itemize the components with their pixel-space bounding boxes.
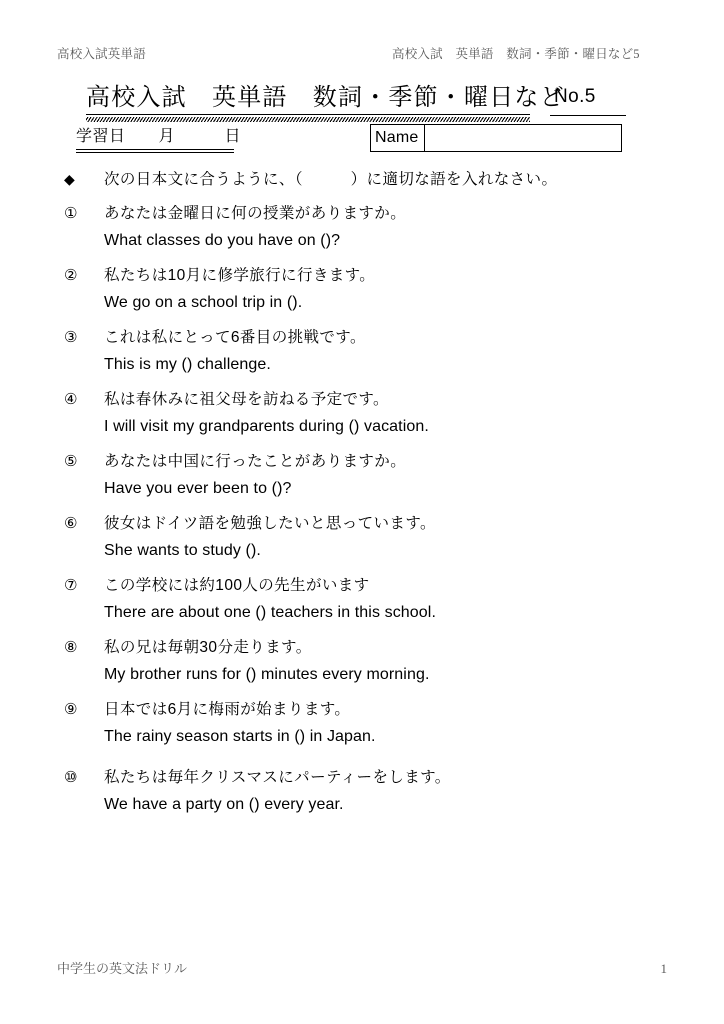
study-date-block xyxy=(76,127,242,153)
page-title: 高校入試 英単語 数詞・季節・曜日など xyxy=(86,84,565,111)
english-after-blank: )? xyxy=(277,480,292,497)
study-date-underline xyxy=(76,149,234,153)
question-number: ① xyxy=(64,205,78,222)
question-number: ⑤ xyxy=(64,453,78,470)
question-japanese-line xyxy=(64,264,684,288)
question-item xyxy=(64,388,684,439)
footer-page-number: 1 xyxy=(660,961,667,976)
question-japanese: 私は春休みに祖父母を訪ねる予定です。 xyxy=(104,391,389,408)
study-date-label: 学習日 月 日 xyxy=(76,128,242,145)
english-after-blank: ) minutes every morning. xyxy=(251,666,430,683)
question-item xyxy=(64,326,684,377)
english-before-blank: I will visit my grandparents during ( xyxy=(104,418,355,435)
english-after-blank: ). xyxy=(250,542,261,559)
running-head-right: 高校入試 英単語 数詞・季節・曜日など5 xyxy=(392,47,640,61)
title-underline-rule xyxy=(86,114,530,121)
question-english-line xyxy=(64,539,684,563)
worksheet-title-block xyxy=(86,84,638,118)
english-after-blank: ) teachers in this school. xyxy=(260,604,436,621)
instruction-line xyxy=(64,167,664,189)
english-after-blank: )? xyxy=(325,232,341,249)
english-before-blank: This is my ( xyxy=(104,356,187,373)
english-after-blank: ) in Japan. xyxy=(299,728,376,745)
question-japanese-line xyxy=(64,766,684,790)
question-number: ③ xyxy=(64,329,78,346)
question-number: ② xyxy=(64,267,78,284)
question-english-line xyxy=(64,477,684,501)
question-english-line xyxy=(64,415,684,439)
question-english-line xyxy=(64,291,684,315)
question-japanese: 彼女はドイツ語を勉強したいと思っています。 xyxy=(104,515,436,532)
question-japanese-line xyxy=(64,388,684,412)
english-before-blank: What classes do you have on ( xyxy=(104,232,326,249)
worksheet-number-underline xyxy=(550,115,626,116)
english-after-blank: ) vacation. xyxy=(354,418,429,435)
name-input[interactable] xyxy=(425,125,621,151)
question-number: ⑦ xyxy=(64,577,78,594)
question-japanese-line xyxy=(64,698,684,722)
english-after-blank: ) every year. xyxy=(254,796,344,813)
diamond-bullet-icon: ◆ xyxy=(64,171,76,187)
question-number: ⑩ xyxy=(64,769,78,786)
footer-source: 中学生の英文法ドリル xyxy=(57,961,188,976)
question-english-line xyxy=(64,725,684,749)
question-japanese: この学校には約100人の先生がいます xyxy=(104,577,370,594)
question-item xyxy=(64,574,684,625)
question-item xyxy=(64,766,684,817)
question-item xyxy=(64,636,684,687)
question-japanese: あなたは中国に行ったことがありますか。 xyxy=(104,453,407,470)
question-number: ⑧ xyxy=(64,639,78,656)
question-japanese: 日本では6月に梅雨が始まります。 xyxy=(104,701,351,718)
question-english-line xyxy=(64,229,684,253)
question-japanese-line xyxy=(64,636,684,660)
question-japanese-line xyxy=(64,512,684,536)
question-english-line xyxy=(64,353,684,377)
english-after-blank: ) challenge. xyxy=(186,356,271,373)
english-before-blank: There are about one ( xyxy=(104,604,261,621)
question-number: ④ xyxy=(64,391,78,408)
english-before-blank: We go on a school trip in ( xyxy=(104,294,293,311)
question-japanese: 私たちは10月に修学旅行に行きます。 xyxy=(104,267,376,284)
name-box[interactable] xyxy=(370,124,622,152)
question-japanese-line xyxy=(64,450,684,474)
worksheet-number: No.5 xyxy=(554,86,596,107)
question-japanese-line xyxy=(64,326,684,350)
question-japanese-line xyxy=(64,574,684,598)
question-japanese-line xyxy=(64,202,684,226)
name-label: Name xyxy=(371,125,425,151)
question-item xyxy=(64,202,684,253)
question-japanese: 私の兄は毎朝30分走ります。 xyxy=(104,639,312,656)
question-japanese: これは私にとって6番目の挑戦です。 xyxy=(104,329,366,346)
running-head-left: 高校入試英単語 xyxy=(57,47,146,61)
question-item xyxy=(64,450,684,501)
question-japanese: あなたは金曜日に何の授業がありますか。 xyxy=(104,205,407,222)
english-before-blank: My brother runs for ( xyxy=(104,666,252,683)
question-item xyxy=(64,698,684,749)
english-before-blank: The rainy season starts in ( xyxy=(104,728,300,745)
question-item xyxy=(64,264,684,315)
question-japanese: 私たちは毎年クリスマスにパーティーをします。 xyxy=(104,769,451,786)
question-list xyxy=(64,202,684,828)
english-after-blank: ). xyxy=(292,294,303,311)
question-item xyxy=(64,512,684,563)
page-footer xyxy=(57,958,667,977)
english-before-blank: She wants to study ( xyxy=(104,542,251,559)
english-before-blank: Have you ever been to ( xyxy=(104,480,278,497)
question-english-line xyxy=(64,793,684,817)
question-number: ⑨ xyxy=(64,701,78,718)
instruction-text: 次の日本文に合うように、（ ）に適切な語を入れなさい。 xyxy=(104,171,558,188)
question-number: ⑥ xyxy=(64,515,78,532)
question-english-line xyxy=(64,601,684,625)
question-english-line xyxy=(64,663,684,687)
english-before-blank: We have a party on ( xyxy=(104,796,255,813)
